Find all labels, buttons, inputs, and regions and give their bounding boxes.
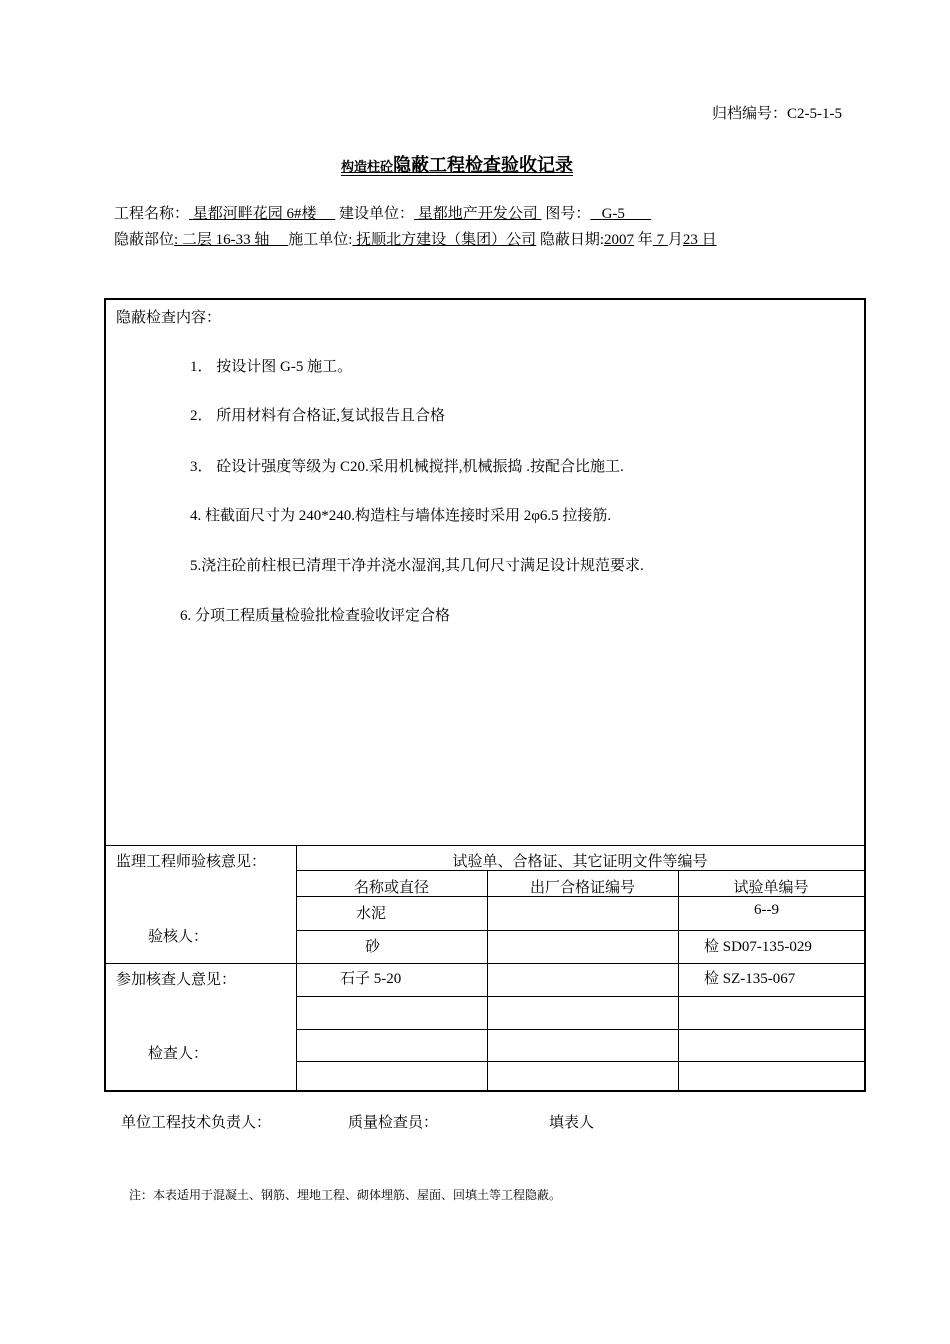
divider-content bbox=[106, 845, 864, 846]
documents-header: 试验单、合格证、其它证明文件等编号 bbox=[452, 854, 708, 870]
date-day: 23 日 bbox=[682, 232, 717, 248]
divider-row-2 bbox=[106, 963, 864, 964]
info-line-1 bbox=[114, 202, 651, 223]
supervisor-opinion-label: 监理工程师验核意见： bbox=[116, 854, 267, 870]
content-item-3: 3． 砼设计强度等级为 C20.采用机械搅拌,机械振捣 .按配合比施工. bbox=[190, 459, 624, 475]
date-month: 7 bbox=[656, 232, 665, 248]
content-item-1: 1． 按设计图 G-5 施工。 bbox=[190, 359, 353, 375]
info-line-2 bbox=[114, 228, 717, 249]
column-header-certificate: 出厂合格证编号 bbox=[529, 880, 635, 896]
date-year: 2007 bbox=[604, 232, 635, 248]
date-year-unit: 年 bbox=[637, 232, 653, 248]
date-month-unit: 月 bbox=[667, 232, 683, 248]
title-prefix: 构造柱砼 bbox=[341, 160, 394, 175]
content-item-5: 5.浇注砼前柱根已清理干净并浇水湿润,其几何尺寸满足设计规范要求. bbox=[190, 558, 644, 574]
archive-value: C2-5-1-5 bbox=[787, 106, 843, 122]
row-3-test-report: 检 SZ-135-067 bbox=[704, 971, 796, 987]
content-item-2: 2． 所用材料有合格证,复试报告且合格 bbox=[190, 408, 446, 424]
title-main: 隐蔽工程检查验收记录 bbox=[393, 155, 574, 176]
row-3-name: 石子 5-20 bbox=[340, 971, 402, 987]
drawing-label: 图号： bbox=[545, 206, 591, 222]
contractor-label: 施工单位: bbox=[288, 232, 353, 248]
divider-col-3 bbox=[678, 870, 679, 1090]
column-header-name: 名称或直径 bbox=[353, 880, 429, 896]
project-value: 星都河畔花园 6#楼 bbox=[192, 206, 317, 222]
divider-row-3 bbox=[296, 996, 864, 997]
row-1-name: 水泥 bbox=[356, 906, 387, 922]
page-title bbox=[341, 151, 573, 177]
form-filler-label: 填表人 bbox=[549, 1115, 595, 1131]
participant-signer-label: 检查人： bbox=[148, 1046, 209, 1062]
row-2-name: 砂 bbox=[365, 939, 381, 955]
tech-lead-label: 单位工程技术负责人： bbox=[121, 1115, 272, 1131]
footnote: 注：本表适用于混凝土、钢筋、埋地工程、砌体埋筋、屋面、回填土等工程隐蔽。 bbox=[129, 1188, 562, 1202]
drawing-value: G-5 bbox=[601, 206, 625, 222]
divider-row-4 bbox=[296, 1029, 864, 1030]
inspection-form bbox=[104, 298, 866, 1092]
archive-label: 归档编号： bbox=[712, 106, 788, 122]
content-item-4: 4. 柱截面尺寸为 240*240.构造柱与墙体连接时采用 2φ6.5 拉接筋. bbox=[190, 508, 612, 524]
participant-opinion-label: 参加核查人意见： bbox=[116, 972, 237, 988]
builder-value: 星都地产开发公司 bbox=[417, 206, 538, 222]
content-item-6: 6. 分项工程质量检验批检查验收评定合格 bbox=[180, 608, 451, 624]
quality-inspector-label: 质量检查员： bbox=[348, 1115, 439, 1131]
row-1-test-report: 6--9 bbox=[754, 902, 779, 918]
divider-col-2 bbox=[487, 870, 488, 1090]
builder-label: 建设单位： bbox=[339, 206, 415, 222]
divider-row-5 bbox=[296, 1061, 864, 1062]
project-label: 工程名称： bbox=[114, 206, 190, 222]
location-value: : 二层 16-33 轴 bbox=[174, 232, 270, 248]
content-heading: 隐蔽检查内容： bbox=[116, 310, 222, 326]
contractor-value: 抚顺北方建设（集团）公司 bbox=[352, 232, 537, 248]
location-label: 隐蔽部位 bbox=[114, 232, 175, 248]
divider-row-1 bbox=[296, 930, 864, 931]
date-label: 隐蔽日期: bbox=[539, 232, 605, 248]
supervisor-signer-label: 验核人： bbox=[148, 929, 209, 945]
row-2-test-report: 检 SD07-135-029 bbox=[704, 939, 812, 955]
column-header-test-report: 试验单编号 bbox=[733, 880, 809, 896]
archive-number bbox=[712, 102, 842, 123]
